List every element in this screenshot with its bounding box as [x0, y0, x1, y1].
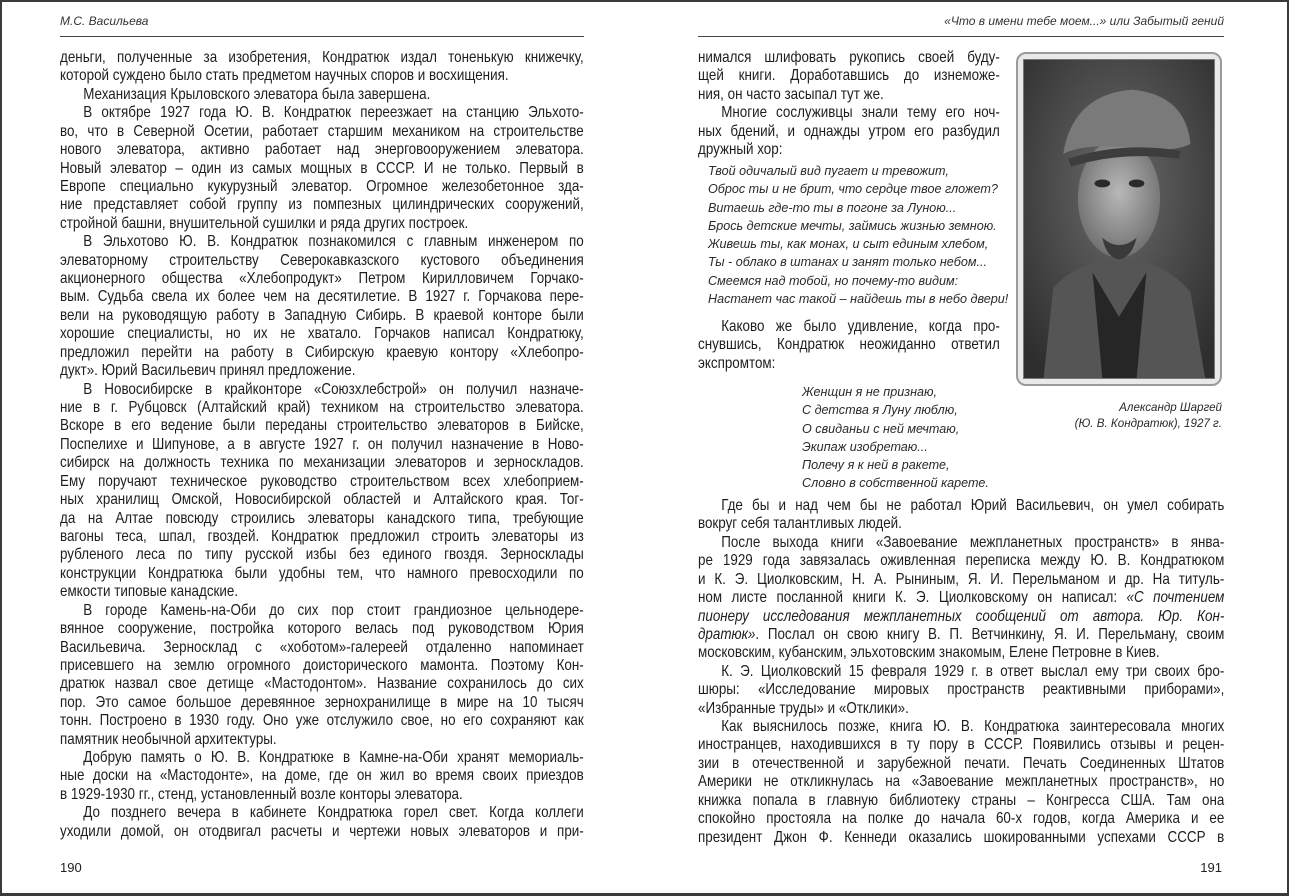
text-line: шюры: «Исследование мировых пространств реактивными приборами»,: [698, 681, 1225, 699]
page-number-right: 191: [1200, 860, 1222, 875]
text-line: Добрую память о Ю. В. Кондратюке в Камне-на-Оби хранят мемориаль-: [83, 749, 584, 767]
italic-quote-segment: пионеру исследования межпланетных сообщений от автора. Юр. Кон-: [698, 607, 1225, 625]
poem-line: Оброс ты и не брит, что сердце твое гложет?: [708, 182, 998, 197]
text-line: ных хранилищ Омской, Новосибирской областей и Алтайского края. Тог-: [60, 491, 584, 509]
text-line: спокойно простояла на полке до начала 60-х годов, когда Америка и ее: [698, 810, 1225, 828]
text-line: Как выяснилось позже, книга Ю. В. Кондратюка заинтересовала многих: [721, 718, 1225, 736]
text-line: ные доски на «Мастодонте», на доме, где он жил во время своих приездов: [60, 767, 584, 785]
poem-line: Витаешь где-то ты в погоне за Луною...: [708, 200, 957, 215]
portrait-image: [1024, 60, 1214, 378]
text-line: вели на руководящую работу в Западную Сибирь. В краевой конторе были: [60, 306, 584, 324]
text-line: ние в г. Рубцовск (Алтайский край) техником на строительство элеватора.: [60, 399, 584, 417]
text-line: дружный хор:: [698, 141, 783, 159]
poem-line: О свиданьи с ней мечтаю,: [802, 421, 960, 436]
text-line: К. Э. Циолковский 15 февраля 1929 г. в ответ выслал ему три своих бро-: [721, 662, 1225, 680]
text-line: В Новосибирске в крайконторе «Союзхлебстрой» он получил назначе-: [83, 380, 584, 398]
left-page-body: [60, 49, 584, 841]
text-segment: . Послал он свою книгу В. П. Ветчинкину, Я. И. Перельману, своим: [755, 625, 1225, 643]
poem-line: Живешь ты, как монах, и сыт единым хлебом,: [708, 237, 989, 252]
text-line: Ему поручают техническое руководство строительством всех хлебоприем-: [60, 472, 584, 490]
portrait-photo: [1016, 52, 1222, 386]
text-line: стройной башни, внушительной сушилки и ряда других построек.: [60, 214, 469, 232]
text-line: зии в отечественной и зарубежной печати. Печать Соединенных Штатов: [698, 754, 1225, 772]
text-line: нимался шлифовать рукопись своей буду-: [698, 49, 1000, 66]
text-line: акционерного общества «Хлебопродукт» Петром Кирилловичем Горчако-: [60, 270, 584, 288]
text-line: конструкции Кондратюка были удобны тем, что намного превосходили по: [60, 564, 584, 582]
text-line: вокруг себя талантливых людей.: [698, 515, 902, 533]
text-line: вым. Судьба свела их более чем на десятилетие. В 1927 г. Горчакова пере-: [60, 288, 584, 306]
text-line: Америки не откликнулась на «Завоевание межпланетных пространств», но: [698, 773, 1225, 791]
text-line: присевшего на землю огромного доисторического мамонта. Поэтому Кон-: [60, 656, 584, 674]
text-line: которой суждено было стать предметом научных споров и восхищения.: [60, 67, 509, 85]
poem-line: Женщин я не признаю,: [802, 385, 937, 399]
text-line: да на Алтае повсюду строились элеваторы канадского типа, требующие: [60, 509, 584, 527]
text-line: В Эльхотово Ю. В. Кондратюк познакомился с главным инженером по: [83, 233, 584, 251]
caption-name: Александр Шаргей: [1119, 401, 1222, 414]
poem-line: Смеемся над тобой, но почему-то видим:: [708, 273, 959, 288]
poem-line: Полечу я к ней в ракете,: [802, 458, 950, 473]
text-line: «Избранные труды» и «Отклики».: [698, 699, 909, 717]
text-line: [698, 589, 1224, 607]
text-line: уходили домой, он отодвигал расчеты и чертежи новых элеваторов и при-: [60, 822, 584, 840]
poem-line: Ты - облако в штанах и занят только небом...: [708, 255, 987, 270]
poem-line: Словно в собственной карете.: [802, 476, 989, 491]
text-line: вагоны теса, шпал, гвоздей. Кондратюк предложил строить элеваторы из: [60, 527, 584, 545]
text-line: [698, 626, 1224, 644]
text-line: Вскоре в его ведение были переданы строительство элеваторов в Бийске,: [60, 417, 584, 435]
text-line: нового элеватора, активно работает над энерговооружением элеватора.: [60, 141, 584, 159]
poem-line: Брось детские мечты, займись жизнью земною.: [708, 218, 997, 233]
text-line: емкости типовые канадские.: [60, 583, 239, 601]
text-line: В городе Камень-на-Оби до сих пор стоит грандиозное цельнодере-: [83, 601, 584, 619]
poem-line: Настанет час такой – найдешь ты в небо двери!: [708, 292, 1009, 307]
text-line: предложил перейти на работу в Сибирскую краевую контору «Хлебопро-: [60, 343, 584, 361]
text-line: и К. Э. Циолковским, Н. А. Рыниным, Я. И. Перельманом и др. На титуль-: [698, 570, 1225, 588]
text-line: Поспелихе и Шипунове, а в августе 1927 г. он получил назначение в Ново-: [60, 435, 584, 453]
text-line: дукт». Юрий Васильевич принял предложение.: [60, 362, 356, 380]
text-line: [698, 608, 1224, 626]
text-line: деньги, полученные за изобретения, Кондратюк издал тоненькую книжечку,: [60, 49, 584, 66]
italic-quote-segment: дратюк»: [698, 625, 756, 643]
header-rule: [60, 36, 584, 37]
poem-impromptu: [802, 383, 989, 493]
text-line: экспромтом:: [698, 354, 776, 372]
text-line: ние представляет собой группу из помпезных цилиндрических сооружений,: [60, 196, 584, 214]
text-line: памятник необычной архитектуры.: [60, 730, 277, 748]
poem-chorus: [708, 162, 1008, 308]
text-line: Многие сослуживцы знали тему его ноч-: [721, 104, 1000, 122]
poem-line: С детства я Луну люблю,: [802, 403, 958, 418]
italic-quote-segment: «С почтением: [1126, 589, 1225, 607]
text-line: президент Джон Ф. Кеннеди оказались шокированными успехами СССР в: [698, 828, 1225, 846]
right-body-middle: [698, 318, 1000, 373]
text-line: снувшись, Кондратюк неожиданно ответил: [698, 336, 1000, 354]
text-line: в 1929-1930 гг., стенд, установленный возле конторы элеватора.: [60, 785, 463, 803]
text-line: До позднего вечера в кабинете Кондратюка горел свет. Когда коллеги: [83, 804, 584, 822]
text-line: Каково же было удивление, когда про-: [721, 318, 1000, 335]
text-line: во, что в Северной Осетии, работает старшим механиком на строительстве: [60, 122, 584, 140]
running-header-author: М.С. Васильева: [60, 14, 149, 28]
caption-detail: (Ю. В. Кондратюк), 1927 г.: [1074, 417, 1222, 430]
page-number-left: 190: [60, 860, 82, 875]
photo-caption: [1040, 400, 1222, 432]
text-line: После выхода книги «Завоевание межпланетных пространств» в янва-: [721, 533, 1225, 551]
text-line: иностранцев, находившихся в ту пору в СССР. Появились отзывы и рецен-: [698, 736, 1225, 754]
poem-line: Экипаж изобретаю...: [802, 439, 928, 454]
text-line: рубленого леса по типу русской избы без единого гвоздя. Зерносклады: [60, 546, 584, 564]
header-rule: [698, 36, 1224, 37]
text-line: ре 1929 года завязалась оживленная переписка между Ю. В. Кондратюком: [698, 552, 1225, 570]
right-body-bottom: [698, 497, 1224, 847]
text-line: хорошие специалисты, но их не хватало. Горчаков написал Кондратюку,: [60, 325, 584, 343]
text-line: Васильевича. Зерносклад с «хоботом»-галереей отдаленно напоминает: [60, 638, 584, 656]
text-segment: ном листе посланной книги К. Э. Циолковскому он написал:: [698, 589, 1127, 607]
text-line: Европе специально кукурузный элеватор. Огромное железобетонное зда-: [60, 177, 584, 195]
text-line: Механизация Крыловского элеватора была завершена.: [83, 85, 431, 103]
text-line: Новый элеватор – один из самых мощных в СССР. И не только. Первый в: [60, 159, 584, 177]
text-line: ных бдений, и однажды утром его разбудил: [698, 122, 1000, 140]
right-body-top: [698, 49, 1000, 160]
running-header-title: «Что в имени тебе моем...» или Забытый гений: [944, 14, 1224, 28]
text-line: дратюк назвал свое детище «Мастодонтом». Название сохранилось до сих: [60, 675, 584, 693]
text-line: В октябре 1927 года Ю. В. Кондратюк переезжает на станцию Эльхото-: [83, 104, 584, 122]
text-line: пор. Это самое большое деревянное зернохранилище в мире на 10 тысяч: [60, 693, 584, 711]
text-line: ния, он часто засыпал тут же.: [698, 85, 884, 103]
text-line: Где бы и над чем бы не работал Юрий Васильевич, он умел собирать: [721, 497, 1225, 514]
text-line: вянное сооружение, постройка которого велась под руководством Юрия: [60, 620, 584, 638]
text-line: щей книги. Доработавшись до изнеможе-: [698, 67, 1000, 85]
text-line: книжка попала в главную библиотеку страны – Конгресса США. Там она: [698, 791, 1225, 809]
text-line: элеваторному строительству Северокавказского кустового объединения: [60, 251, 584, 269]
text-line: тонн. Построено в 1930 году. Оно уже отслужило свое, но его сохраняют как: [60, 712, 584, 730]
text-line: московским, кубанским, эльхотовским знакомым, Елене Петровне в Киев.: [698, 644, 1160, 662]
poem-line: Твой одичалый вид пугает и тревожит,: [708, 164, 949, 178]
text-line: сибирск на должность техника по механизации элеваторов и зерноскладов.: [60, 454, 584, 472]
